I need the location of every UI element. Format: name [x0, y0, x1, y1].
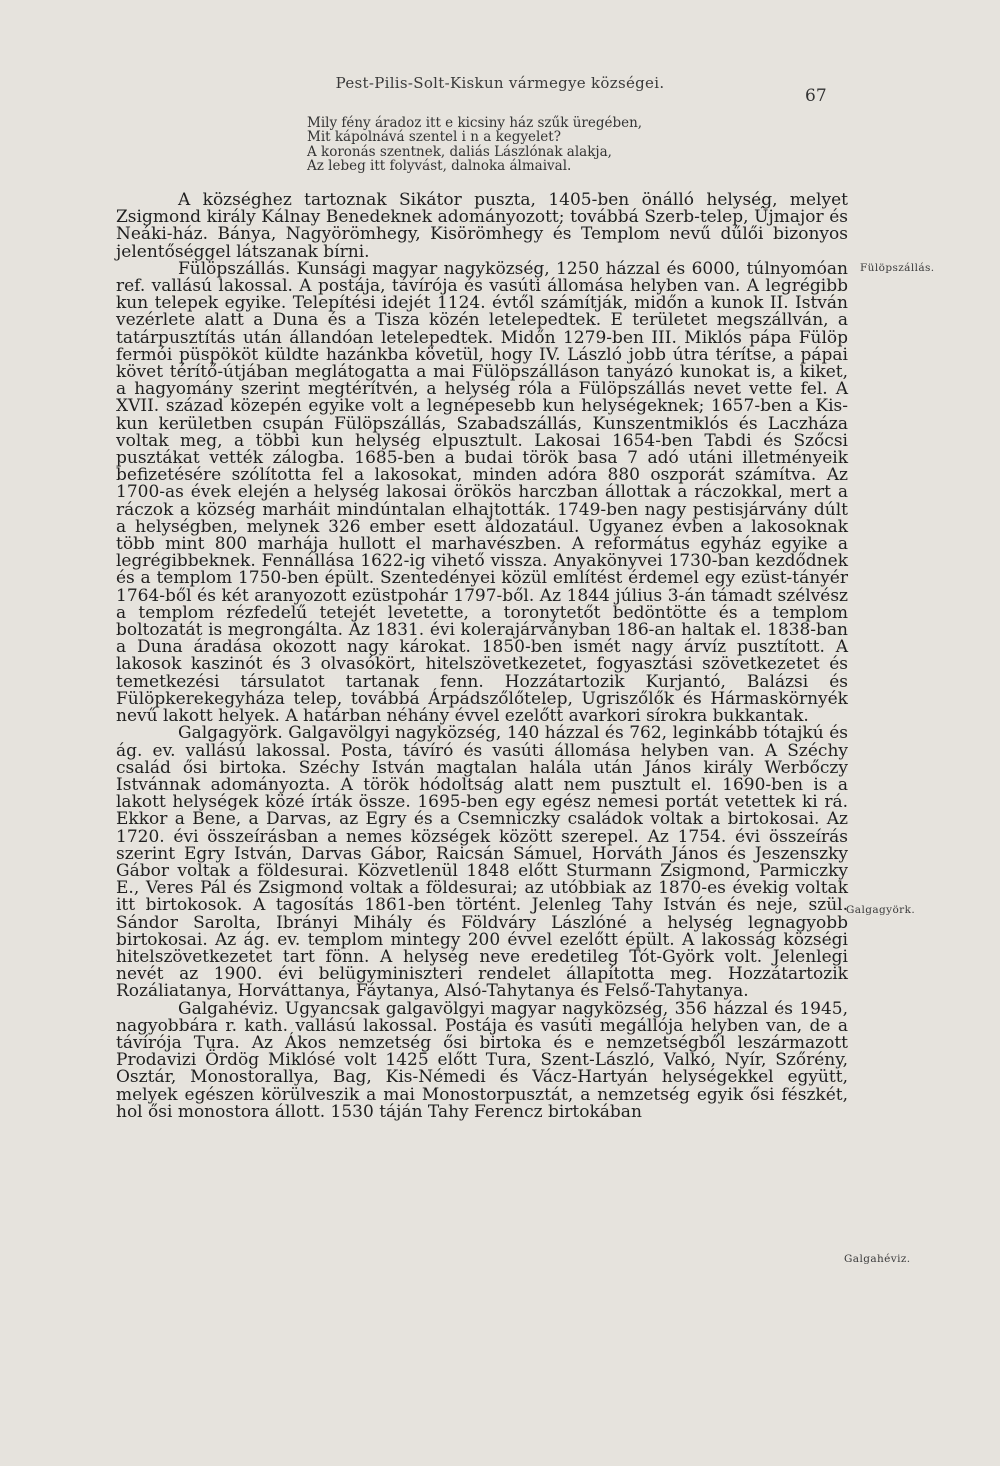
paragraph-galgaheviz: Galgahéviz. Ugyancsak galgavölgyi magyar nagyközség, 356 házzal és 1945, nagyobbára r. kath. vallású lakossal. Postája és vasúti megállója helyben van, de a távírója Tura. Az Ákos nemzetség ősi birtoka és e nemzetségből leszármazott Prodavizi Ördög Miklósé volt 1425 előtt Tura, Szent-László, Valkó, Nyír, Szőrény, Osztár, Monostorallya, Bag, Kis-Némedi és Vácz-Hartyán helységekkel együtt, melyek egészen körülveszik a mai Monostorpusztát, a nemzetség egyik ősi fészkét, hol ősi monostora állott. 1530 táján Tahy Ferencz birtokában	[116, 998, 848, 1122]
margin-note-galgagyork: Galgagyörk.	[846, 904, 916, 916]
paragraph-fulopszallas: Fülöpszállás. Kunsági magyar nagyközség, 1250 házzal és 6000, túlnyomóan ref. vallású lakossal. A postája, távírója és vasúti állomása helyben van. A legrégibb kun telepek egyike. Telepítési idejét 1124. évtől számítják, midőn a kunok II. István vezérlete alatt a Duna és a Tisza közén letelepedtek. E területet megszállván, a tatárpusztítás után állandóan letelepedtek. Midőn 1279-ben III. Miklós pápa Fülöp fermói püspököt küldte hazánkba követül, hogy IV. László jobb útra térítse, a pápai követ térítő-útjában meglátogatta a mai Fülöpszálláson tanyázó kunokat is, a kiket, a hagyomány szerint megtérítvén, a helység róla a Fülöpszállás nevet vette fel. A XVII. század közepén egyike volt a legnépesebb kun helységeknek; 1657-ben a Kis-kun kerületben csupán Fülöpszállás, Szabadszállás, Kunszentmiklós és Laczháza voltak meg, a többi kun helység elpusztult. Lakosai 1654-ben Tabdi és Szőcsi pusztákat vették zálogba. 1685-ben a budai török basa 7 adó utáni illetményeik befizetésére szólította fel a lakosokat, minden adóra 880 oszporát számítva. Az 1700-as évek elején a helység lakosai örökös harczban állottak a ráczokkal, mert a ráczok a község marháit mindúntalan elhajtották. 1749-ben nagy pestisjárvány dúlt a helységben, melynek 326 ember esett áldozatául. Ugyanez évben a lakosoknak több mint 800 marhája hullott el marhavészben. A református egyház egyike a legrégibbeknek. Fennállása 1622-ig vihető vissza. Anyakönyvei 1730-ban kezdődnek és a templom 1750-ben épült. Szentedényei közül említést érdemel egy ezüst-tányér 1764-ből és két aranyozott ezüstpohár 1797-ből. Az 1844 július 3-án támadt szélvész a templom rézfedelű tetejét levetette, a toronytetőt bedöntötte és a templom boltozatát is megrongálta. Az 1831. évi kolerajárványban 186-an haltak el. 1838-ban a Duna áradása okozott nagy károkat. 1850-ben ismét nagy árvíz pusztított. A lakosok kaszinót és 3 olvasókört, hitelszövetkezetet, fogyasztási szövetkezetet és temetkezési társulatot tartanak fenn. Hozzátartozik Kurjantó, Balázsi és Fülöpkerekegyháza telep, továbbá Árpádszőlőtelep, Ugriszőlők és Hármaskörnyék nevű lakott helyek. A határban néhány évvel ezelőtt avarkori sírokra bukkantak.	[116, 258, 848, 727]
poem-line: A koronás szentnek, daliás Lászlónak alakja,	[307, 143, 612, 160]
margin-note-galgaheviz: Galgahéviz.	[844, 1253, 911, 1265]
body-text	[116, 192, 848, 1121]
poem-line: Az lebeg itt folyvást, dalnoka álmaival.	[307, 158, 572, 175]
page-number: 67	[805, 86, 827, 106]
poem-line: Mily fény áradoz itt e kicsiny ház szűk üregében,	[307, 115, 643, 131]
paragraph-galgagyork: Galgagyörk. Galgavölgyi nagyközség, 140 házzal és 762, leginkább tótajkú és ág. ev. vallású lakossal. Posta, távíró és vasúti állomása helyben van. A Széchy család ősi birtoka. Széchy István magtalan halála után János király Werbőczy Istvánnak adományozta. A török hódoltság alatt nem pusztult el. 1690-ben is a lakott helységek közé írták össze. 1695-ben egy egész nemesi portát vetettek ki rá. Ekkor a Bene, a Darvas, az Egry és a Csemniczky családok voltak a birtokosai. Az 1720. évi összeírásban a nemes községek között szerepel. Az 1754. évi összeírás szerint Egry István, Darvas Gábor, Raicsán Sámuel, Horváth János és Jeszenszky Gábor voltak a földesurai. Közvetlenül 1848 előtt Sturmann Zsigmond, Parmiczky E., Veres Pál és Zsigmond voltak a földesurai; az utóbbiak az 1870-es évekig voltak itt birtokosok. A tagosítás 1861-ben történt. Jelenleg Tahy István és neje, szül. Sándor Sarolta, Ibrányi Mihály és Földváry Lászlóné a helység legnagyobb birtokosai. Az ág. ev. templom mintegy 200 évvel ezelőtt épült. A lakosság községi hitelszövetkezetet tart fönn. A helység neve eredetileg Tót-Györk volt. Jelenlegi nevét az 1900. évi belügyminiszteri rendelet állapította meg. Hozzátartozik Rozáliatanya, Horváttanya, Fáytanya, Alsó-Tahytanya és Felső-Tahytanya.	[116, 723, 848, 1002]
poem-line: Mit kápolnává szentel i n a kegyelet?	[307, 129, 561, 146]
margin-note-fulopszallas: Fülöpszállás.	[860, 262, 935, 274]
paragraph-sikator: A községhez tartoznak Sikátor puszta, 1405-ben önálló helység, melyet Zsigmond király Kálnay Benedeknek adományozott; továbbá Szerb-telep, Újmajor és Neáki-ház. Bánya, Nagyörömhegy, Kisörömhegy és Templom nevű dűlői bizonyos jelentőséggel látszanak bírni.	[116, 190, 848, 262]
poem-verse	[307, 116, 727, 174]
running-title: Pest-Pilis-Solt-Kiskun vármegye községei.	[335, 74, 665, 92]
